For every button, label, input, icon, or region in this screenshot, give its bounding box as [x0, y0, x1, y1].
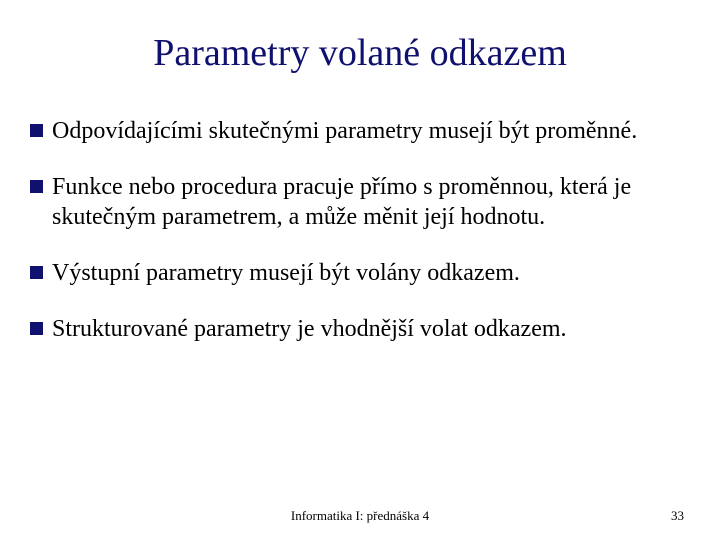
slide-title: Parametry volané odkazem — [153, 32, 567, 74]
bullet-text: Funkce nebo procedura pracuje přímo s proměnnou, která je skutečným parametrem, a může měnit její hodnotu. — [52, 174, 632, 230]
square-bullet-icon — [30, 266, 43, 279]
footer-text: Informatika I: přednáška 4 — [290, 508, 430, 523]
bullet-text: Odpovídajícími skutečnými parametry musejí být proměnné. — [52, 118, 638, 144]
bullet-text: Strukturované parametry je vhodnější volat odkazem. — [52, 316, 567, 342]
bullet-item — [30, 116, 690, 146]
page-number: 33 — [671, 508, 684, 523]
square-bullet-icon — [30, 322, 43, 335]
bullet-item — [30, 258, 690, 288]
bullet-item — [30, 172, 690, 232]
square-bullet-icon — [30, 180, 43, 193]
bullet-text: Výstupní parametry musejí být volány odkazem. — [52, 260, 520, 286]
bullet-list — [30, 116, 690, 370]
square-bullet-icon — [30, 124, 43, 137]
bullet-item — [30, 314, 690, 344]
